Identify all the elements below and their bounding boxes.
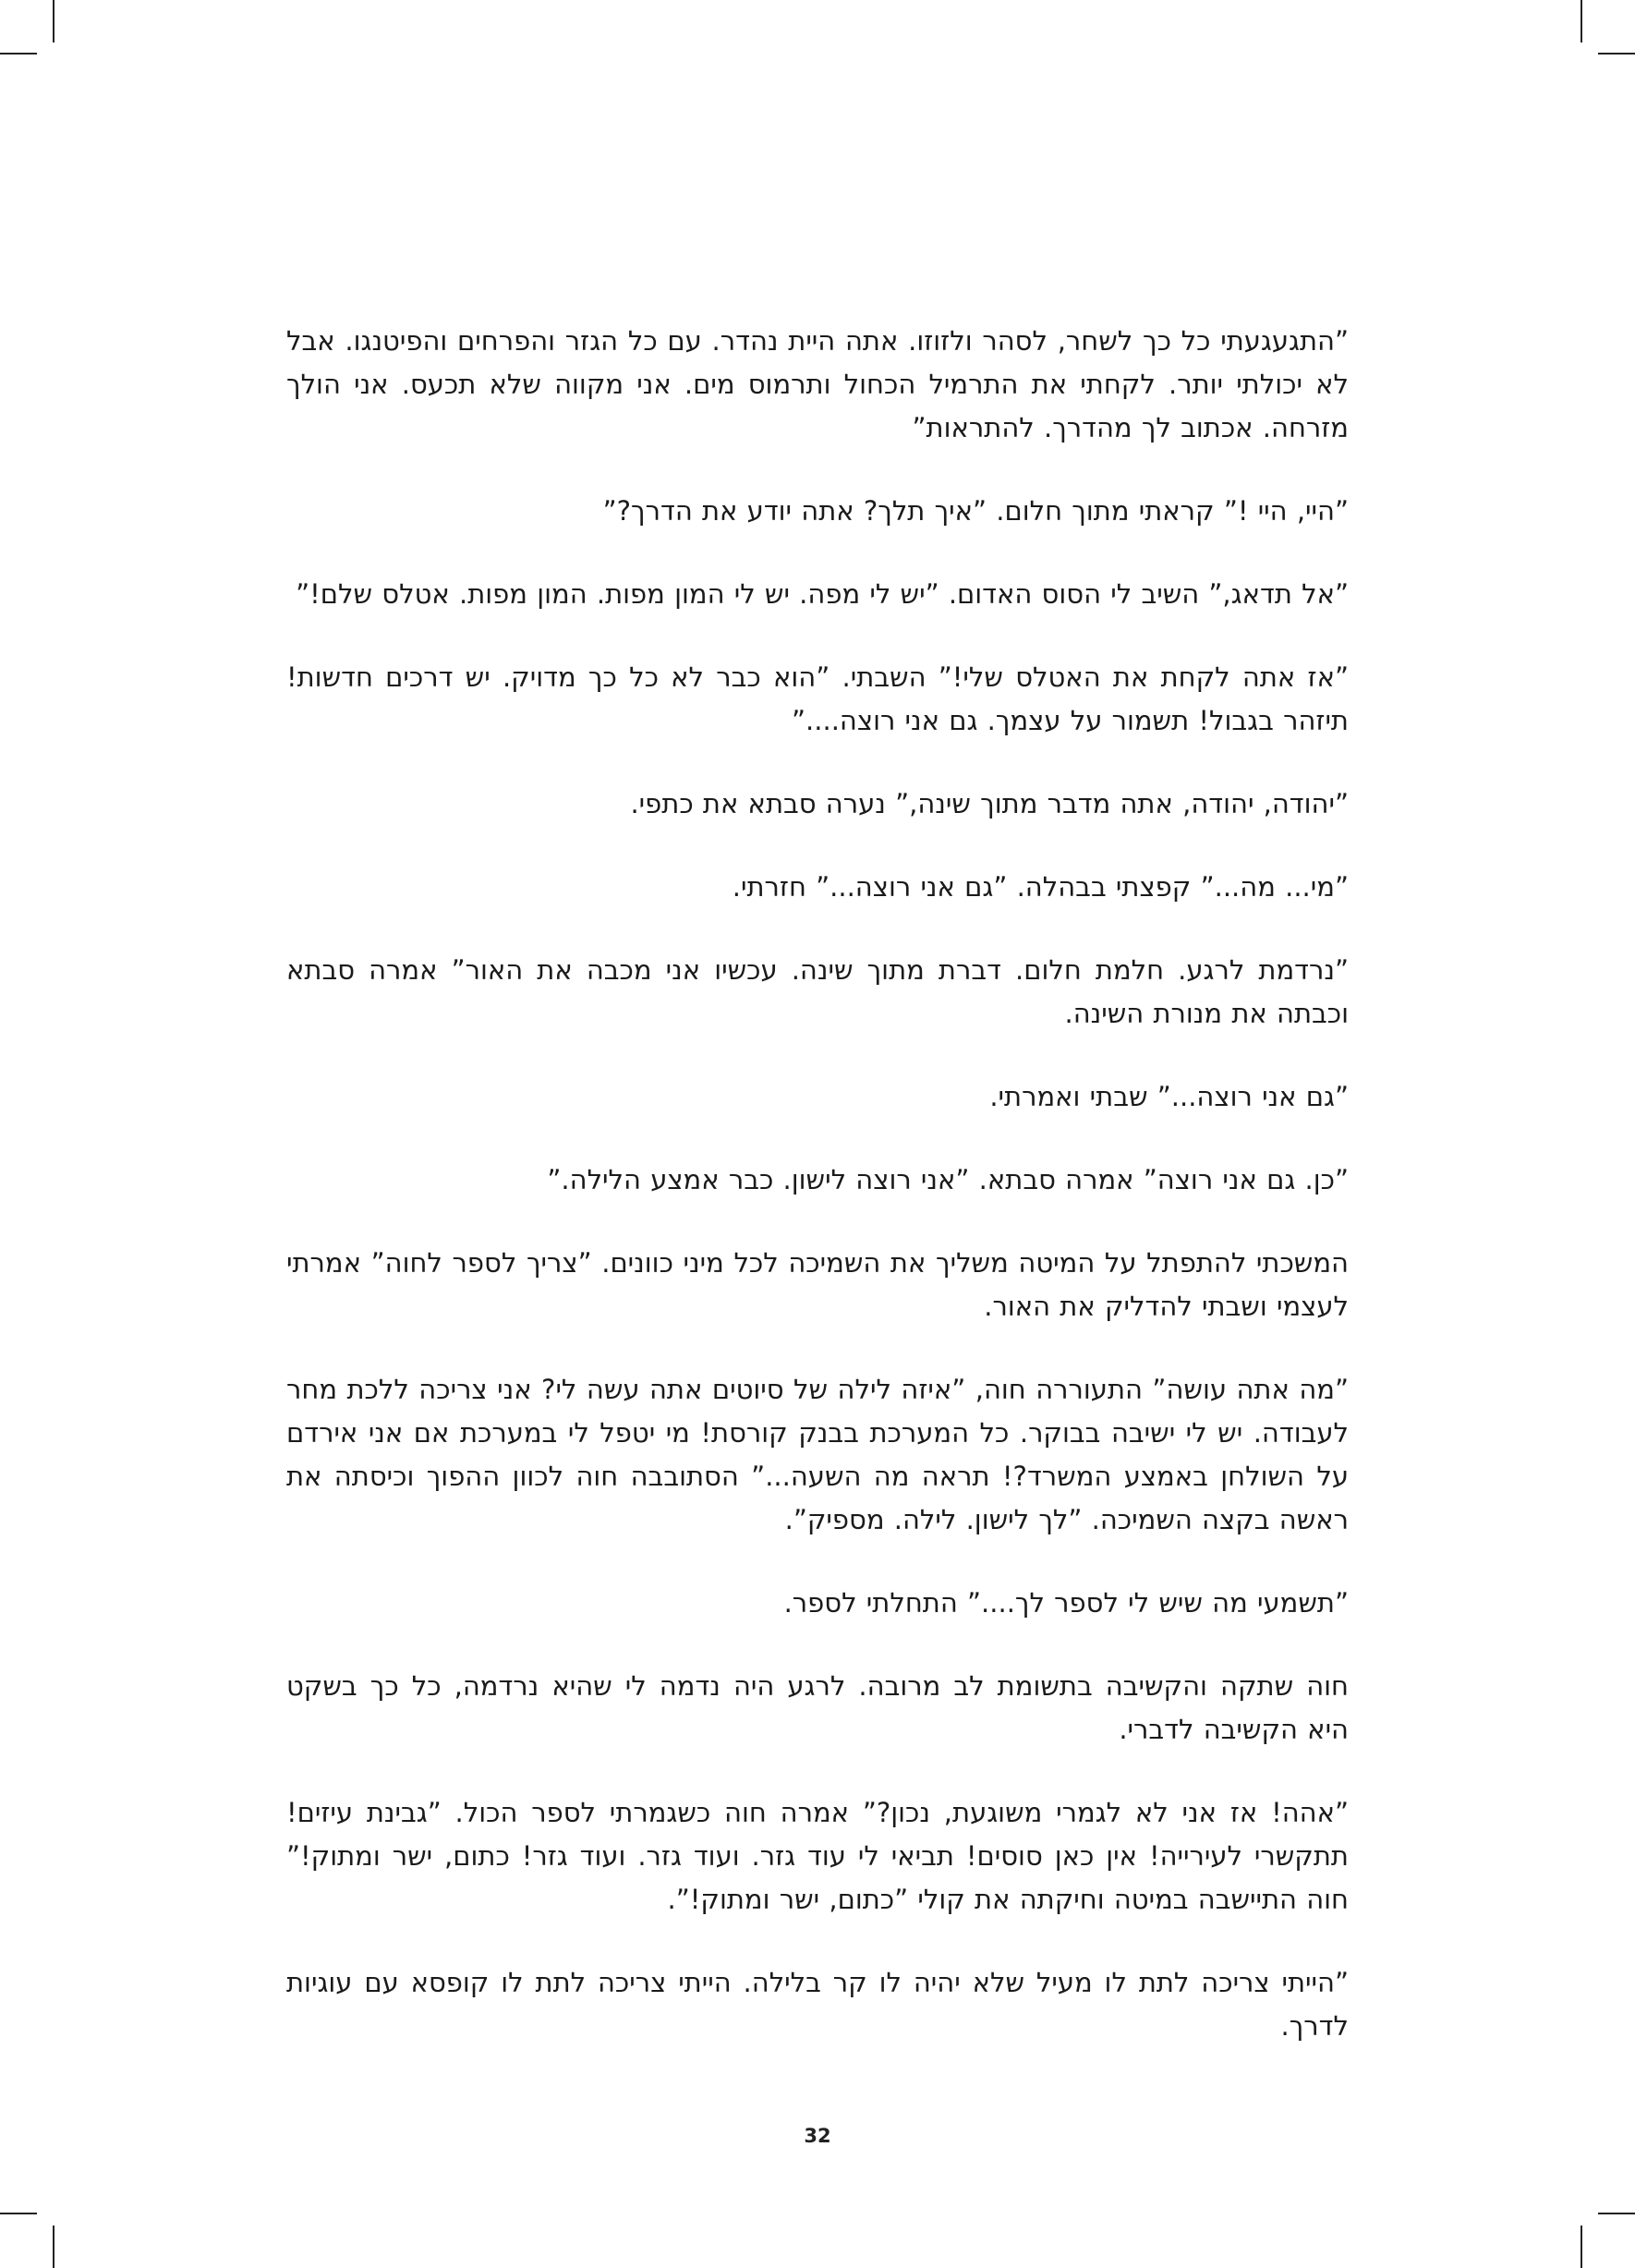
crop-mark-bottom-left-horizontal xyxy=(0,2213,37,2214)
crop-mark-top-right-horizontal xyxy=(1598,53,1635,55)
paragraph: ”אל תדאג,” השיב לי הסוס האדום. ”יש לי מפה. יש לי המון מפות. המון מפות. אטלס שלם!” xyxy=(296,578,1349,610)
crop-mark-bottom-right-vertical xyxy=(1580,2226,1582,2268)
paragraph: ”תשמעי מה שיש לי לספר לך....” התחלתי לספר. xyxy=(783,1587,1349,1619)
paragraph: ”אהה! אז אני לא לגמרי משוגעת, נכון?” אמרה חוה כשגמרתי לספר הכול. ”גבינת עיזים! תתקשרי לעירייה! אין כאן סוסים! תביאי לי עוד גזר. ועוד גזר. ועוד גזר! כתום, ישר ומתוק!” חוה התיישבה במיטה וחיקתה את קולי ”כתום, ישר ומתוק!”. xyxy=(286,1797,1349,1915)
paragraph: ”היי, היי !” קראתי מתוך חלום. ”איך תלך? אתה יודע את הדרך?” xyxy=(602,495,1349,527)
paragraph: ”הייתי צריכה לתת לו מעיל שלא יהיה לו קר בלילה. הייתי צריכה לתת לו קופסא עם עוגיות לדרך. xyxy=(286,1967,1349,2042)
paragraph: ”מי... מה...” קפצתי בבהלה. ”גם אני רוצה...” חזרתי. xyxy=(732,871,1349,903)
page-body xyxy=(286,320,1349,2088)
page-number: 32 xyxy=(804,2125,831,2147)
paragraph: המשכתי להתפתל על המיטה משליך את השמיכה לכל מיני כוונים. ”צריך לספר לחוה” אמרתי לעצמי ושבתי להדליק את האור. xyxy=(286,1247,1349,1322)
crop-mark-bottom-left-vertical xyxy=(53,2226,54,2268)
paragraph: ”התגעגעתי כל כך לשחר, לסהר ולזוזו. אתה היית נהדר. עם כל הגזר והפרחים והפיטנגו. אבל לא יכולתי יותר. לקחתי את התרמיל הכחול ותרמוס מים. אני מקווה שלא תכעס. אני הולך מזרחה. אכתוב לך מהדרך. להתראות” xyxy=(286,325,1349,443)
paragraph: ”יהודה, יהודה, אתה מדבר מתוך שינה,” נערה סבתא את כתפי. xyxy=(630,788,1349,819)
paragraph: ”כן. גם אני רוצה” אמרה סבתא. ”אני רוצה לישון. כבר אמצע הלילה.” xyxy=(547,1164,1349,1195)
paragraph: ”גם אני רוצה...” שבתי ואמרתי. xyxy=(989,1081,1349,1112)
crop-mark-top-right-vertical xyxy=(1580,0,1582,42)
paragraph: ”אז אתה לקחת את האטלס שלי!” השבתי. ”הוא כבר לא כל כך מדויק. יש דרכים חדשות! תיזהר בגבול! תשמור על עצמך. גם אני רוצה....” xyxy=(286,661,1349,736)
paragraph: ”מה אתה עושה” התעוררה חוה, ”איזה לילה של סיוטים אתה עשה לי? אני צריכה ללכת מחר לעבודה. יש לי ישיבה בבוקר. כל המערכת בבנק קורסת! מי יטפל לי במערכת אם אני אירדם על השולחן באמצע המשרד?! תראה מה השעה...” הסתובבה חוה לכוון ההפוך וכיסתה את ראשה בקצה השמיכה. ”לך לישון. לילה. מספיק”. xyxy=(286,1374,1349,1535)
crop-mark-top-left-vertical xyxy=(53,0,54,42)
crop-mark-top-left-horizontal xyxy=(0,53,37,55)
paragraph: חוה שתקה והקשיבה בתשומת לב מרובה. לרגע היה נדמה לי שהיא נרדמה, כל כך בשקט היא הקשיבה לדברי. xyxy=(286,1670,1349,1745)
paragraph: ”נרדמת לרגע. חלמת חלום. דברת מתוך שינה. עכשיו אני מכבה את האור” אמרה סבתא וכבתה את מנורת השינה. xyxy=(286,954,1349,1029)
crop-mark-bottom-right-horizontal xyxy=(1598,2213,1635,2214)
